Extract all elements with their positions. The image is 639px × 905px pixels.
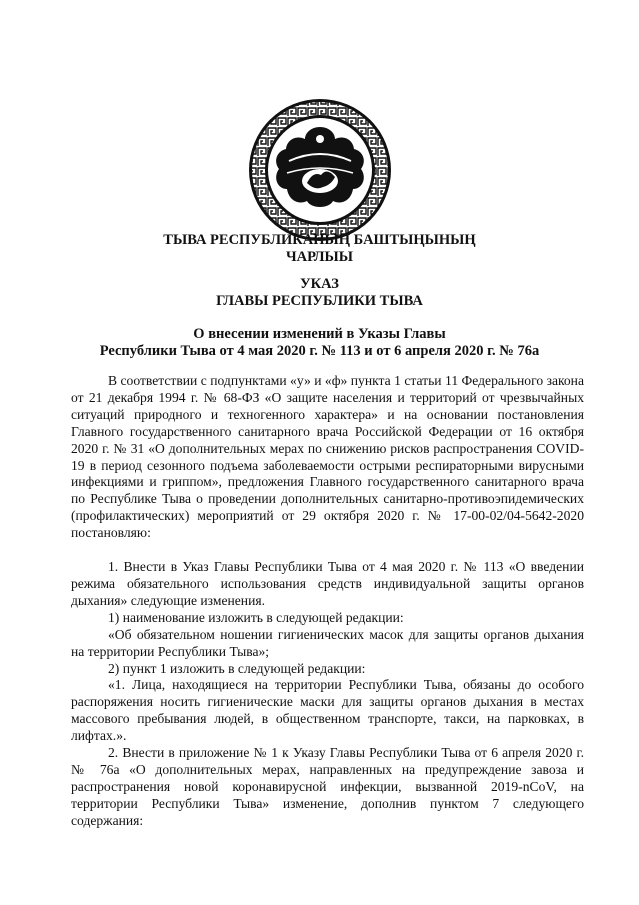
subject-line-2: Республики Тыва от 4 мая 2020 г. № 113 и от 6 апреля 2020 г. № 76а [99,343,540,359]
item-1-paragraph: 1. Внести в Указ Главы Республики Тыва от 4 мая 2020 г. № 113 «О введении режима обязательного использования средств индивидуальной защиты органов дыхания» следующие изменения. [71,559,584,608]
decree-word: УКАЗ [300,276,339,292]
preamble-paragraph: В соответствии с подпунктами «у» и «ф» пункта 1 статьи 11 Федерального закона от 21 декабря 1994 г. № 68-ФЗ «О защите населения и территорий от чрезвычайных ситуаций природного и техногенного характера» и на основании постановления Главного государственного санитарного врача Российской Федерации от 16 октября 2020 г. № 31 «О дополнительных мерах по снижению рисков распространения COVID-19 в период сезонного подъема заболеваемости острыми респираторными вирусными инфекциями и гриппом», предложения Главного государственного санитарного врача по Республике Тыва о проведении дополнительных санитарно-противоэпидемических (профилактических) мероприятий от 29 октября 2020 г. № 17-00-02/04-5642-2020 постановляю: [71,373,584,541]
subject-line-1: О внесении изменений в Указы Главы [193,326,446,342]
decree-body [71,373,584,830]
tuva-coat-of-arms-icon [247,97,393,243]
item-1-1-text: «Об обязательном ношении гигиенических масок для защиты органов дыхания на территории Республики Тыва»; [71,626,584,659]
item-1-1-paragraph: 1) наименование изложить в следующей редакции: [108,609,404,625]
item-1-2-paragraph: 2) пункт 1 изложить в следующей редакции: [108,660,366,676]
title-line-2: ЧАРЛЫЫ [285,249,354,265]
item-2-paragraph: 2. Внести в приложение № 1 к Указу Главы Республики Тыва от 6 апреля 2020 г. № 76а «О дополнительных мерах, направленных на предупреждение завоза и распространения новой коронавирусной инфекции, вызванной 2019-nCoV, на территории Республики Тыва» изменение, дополнив пунктом 7 следующего содержания: [71,745,584,828]
item-1-2-text: «1. Лица, находящиеся на территории Республики Тыва, обязаны до особого распоряжения носить гигиенические маски для защиты органов дыхания в местах массового пребывания людей, в общественном транспорте, такси, на парковках, в лифтах.». [71,677,584,744]
issuer-heading: ГЛАВЫ РЕСПУБЛИКИ ТЫВА [216,293,423,309]
title-line-1: ТЫВА РЕСПУБЛИКАНЫҢ БАШТЫҢЫНЫҢ [163,232,476,248]
